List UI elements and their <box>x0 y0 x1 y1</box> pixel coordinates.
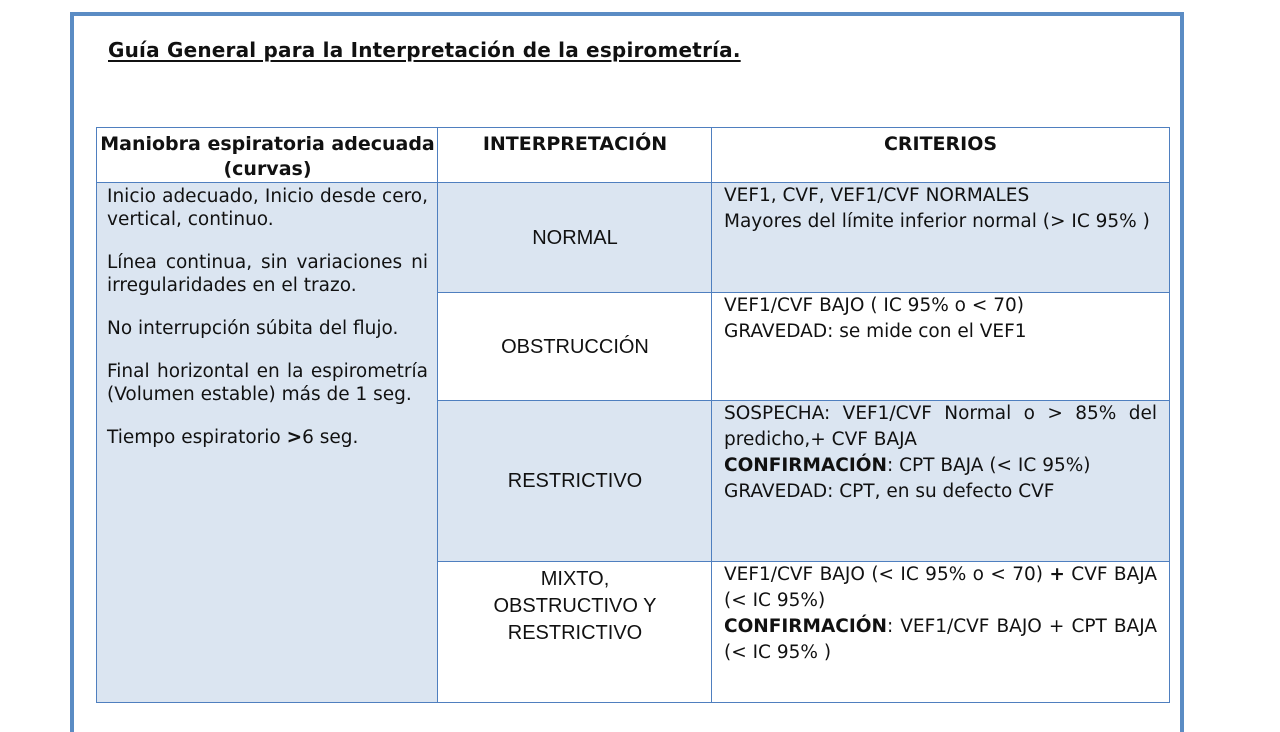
criteria-obstruction <box>711 292 1170 402</box>
maneuver-item: No interrupción súbita del flujo. <box>107 318 399 339</box>
interpretation-line: RESTRICTIVO <box>507 622 643 644</box>
confirmation-label: CONFIRMACIÓN <box>724 616 887 637</box>
criteria-mixed <box>711 561 1170 703</box>
confirmation-text: : CPT BAJA (< IC 95%) <box>886 455 1091 476</box>
interpretation-mixed <box>437 561 713 703</box>
interpretation-normal: NORMAL <box>437 182 713 294</box>
criteria-text: VEF1/CVF BAJO (< IC 95% o < 70) <box>724 564 1050 585</box>
criteria-text: CVF BAJA (< IC 95%) <box>724 564 1158 611</box>
slide-frame <box>70 12 1184 732</box>
header-criteria: CRITERIOS <box>711 127 1170 184</box>
interpretation-obstruction: OBSTRUCCIÓN <box>437 292 713 402</box>
criteria-line <box>724 562 1157 614</box>
criteria-line <box>724 453 1157 479</box>
maneuver-time-prefix: Tiempo espiratorio <box>107 427 287 448</box>
criteria-line: VEF1, CVF, VEF1/CVF NORMALES <box>724 185 1030 206</box>
maneuver-time-symbol: > <box>286 427 303 448</box>
maneuver-time-suffix: 6 seg. <box>302 427 359 448</box>
spirometry-table <box>96 127 1170 703</box>
header-maneuver: Maniobra espiratoria adecuada (curvas) <box>96 127 439 184</box>
interpretation-restrictive: RESTRICTIVO <box>437 400 713 563</box>
interpretation-line: MIXTO, <box>540 568 610 590</box>
criteria-line: GRAVEDAD: se mide con el VEF1 <box>724 321 1027 342</box>
criteria-line: VEF1/CVF BAJO ( IC 95% o < 70) <box>724 295 1025 316</box>
criteria-restrictive <box>711 400 1170 563</box>
maneuver-item: Final horizontal en la espirometría (Volumen estable) más de 1 seg. <box>107 361 428 405</box>
confirmation-label: CONFIRMACIÓN <box>724 455 887 476</box>
criteria-line <box>724 614 1157 666</box>
header-interpretation: INTERPRETACIÓN <box>437 127 713 184</box>
page-title: Guía General para la Interpretación de la espirometría. <box>108 38 741 62</box>
criteria-line: SOSPECHA: VEF1/CVF Normal o > 85% del predicho,+ CVF BAJA <box>724 403 1157 450</box>
maneuver-item: Línea continua, sin variaciones ni irregularidades en el trazo. <box>107 252 428 296</box>
criteria-line: Mayores del límite inferior normal (> IC 95% ) <box>724 211 1150 232</box>
maneuver-item: Inicio adecuado, Inicio desde cero, vertical, continuo. <box>107 186 428 230</box>
confirmation-text: : VEF1/CVF BAJO + CPT BAJA (< IC 95% ) <box>724 616 1157 663</box>
plus-sign: + <box>1049 564 1065 585</box>
maneuver-item-time <box>107 426 428 449</box>
criteria-line: GRAVEDAD: CPT, en su defecto CVF <box>724 481 1055 502</box>
interpretation-line: OBSTRUCTIVO Y <box>493 595 657 617</box>
criteria-normal <box>711 182 1170 294</box>
maneuver-criteria-cell <box>96 182 439 703</box>
